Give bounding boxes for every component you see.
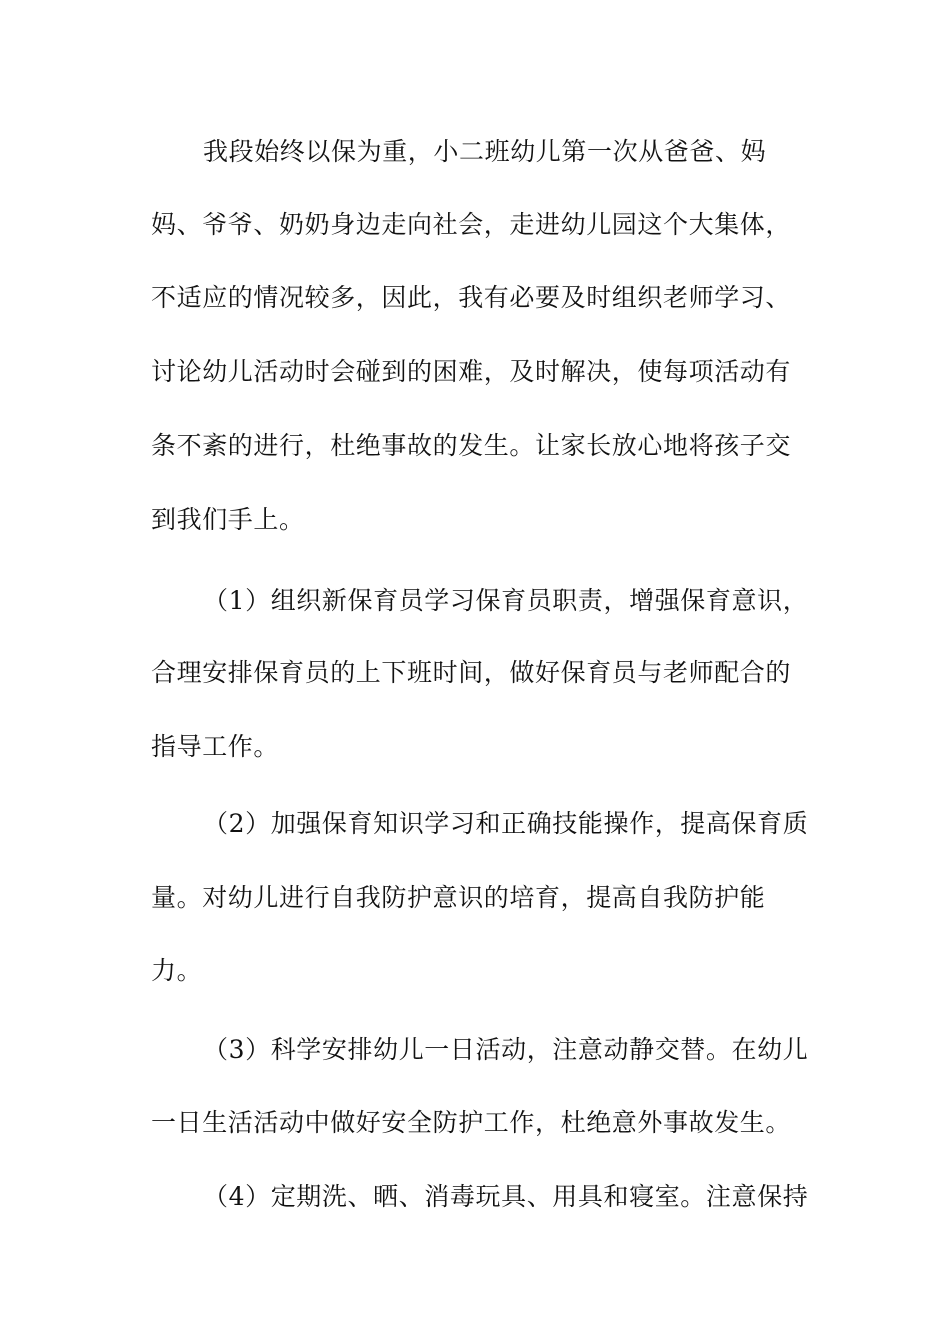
paragraph-1-line-3: 不适应的情况较多，因此，我有必要及时组织老师学习、 [151,283,792,312]
item-2-line-2: 量。对幼儿进行自我防护意识的培育，提高自我防护能 [151,883,766,912]
paragraph-1-line-5: 条不紊的进行，杜绝事故的发生。让家长放心地将孩子交 [151,431,792,460]
item-2-line-3: 力。 [151,956,203,985]
item-3-line-2: 一日生活活动中做好安全防护工作，杜绝意外事故发生。 [151,1108,792,1137]
item-4-line-1: （4）定期洗、晒、消毒玩具、用具和寝室。注意保持 [203,1182,809,1211]
paragraph-1-line-1: 我段始终以保为重，小二班幼儿第一次从爸爸、妈 [203,137,767,166]
item-3-line-1: （3）科学安排幼儿一日活动，注意动静交替。在幼儿 [203,1035,809,1064]
paragraph-1-line-6: 到我们手上。 [151,505,305,534]
item-1-line-1: （1）组织新保育员学习保育员职责，增强保育意识， [203,586,809,615]
item-1-line-3: 指导工作。 [151,732,280,761]
paragraph-1-line-2: 妈、爷爷、奶奶身边走向社会，走进幼儿园这个大集体， [151,210,792,239]
item-1-line-2: 合理安排保育员的上下班时间，做好保育员与老师配合的 [151,658,792,687]
item-2-line-1: （2）加强保育知识学习和正确技能操作，提高保育质 [203,809,809,838]
paragraph-1-line-4: 讨论幼儿活动时会碰到的困难，及时解决，使每项活动有 [151,357,792,386]
